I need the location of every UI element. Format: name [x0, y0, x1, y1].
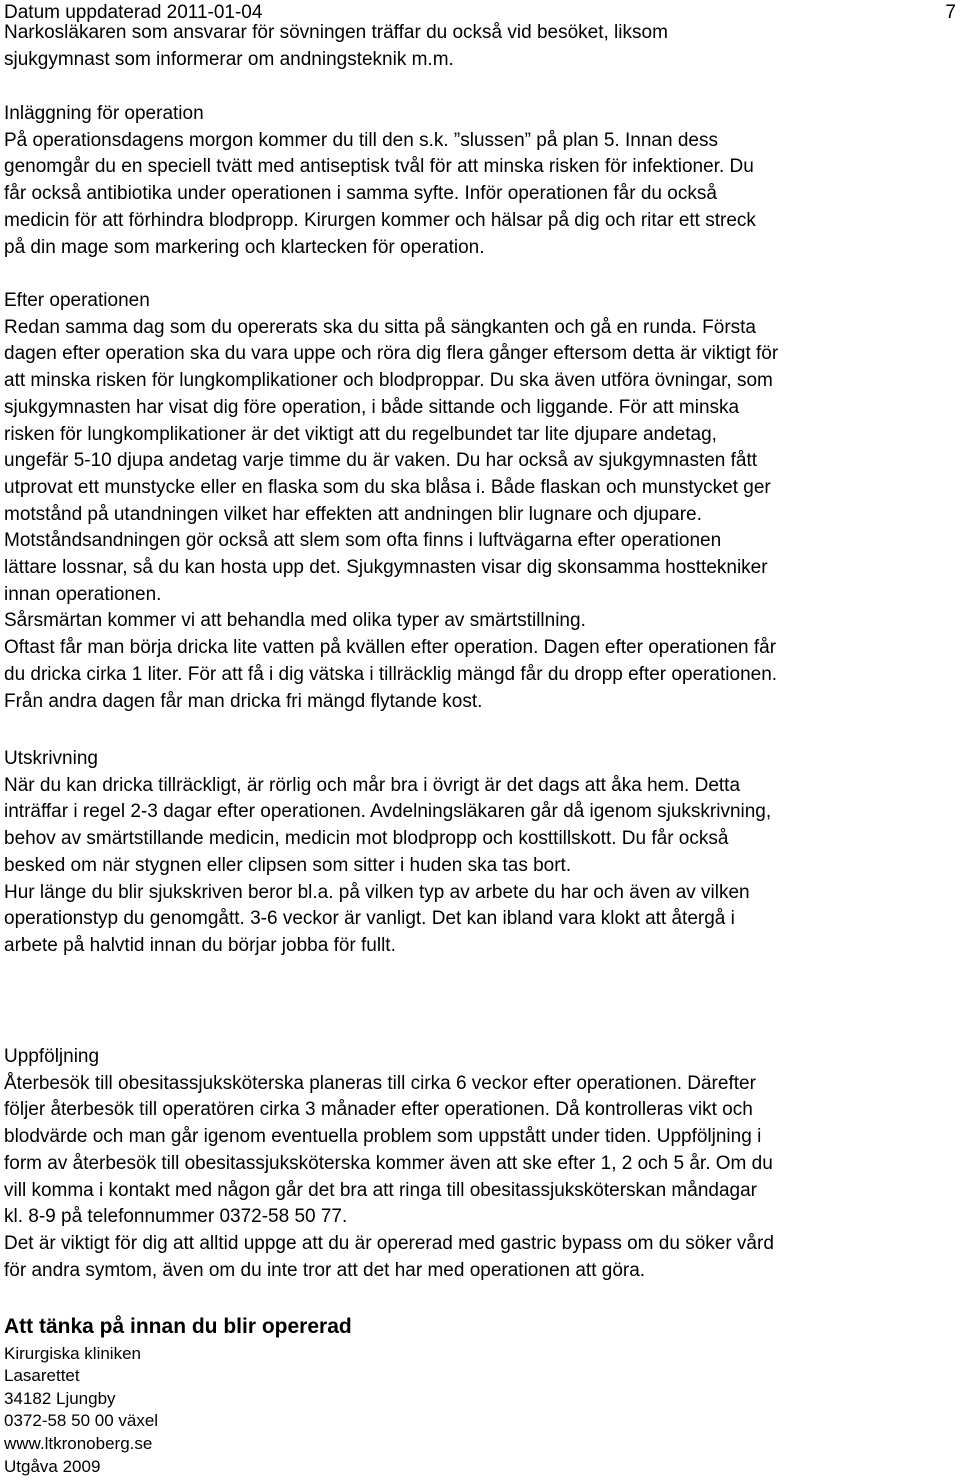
body-line: inträffar i regel 2-3 dagar efter operationen. Avdelningsläkaren går då igenom sjukskrivning,: [4, 801, 772, 823]
body-line: dagen efter operation ska du vara uppe och röra dig flera gånger eftersom detta är viktigt för: [4, 343, 779, 365]
section-heading: Utskrivning: [4, 748, 98, 769]
body-line: Återbesök till obesitassjuksköterska planeras till cirka 6 veckor efter operationen. Därefter: [4, 1072, 756, 1094]
body-line: lättare lossnar, så du kan hosta upp det. Sjukgymnasten visar dig skonsamma hosttekniker: [4, 557, 768, 579]
postal-address: 34182 Ljungby: [4, 1388, 116, 1408]
body-line: medicin för att förhindra blodpropp. Kirurgen kommer och hälsar på dig och ritar ett streck: [4, 209, 756, 231]
body-line: Redan samma dag som du opererats ska du sitta på sängkanten och gå en runda. Första: [4, 316, 757, 338]
section-heading: Inläggning för operation: [4, 103, 204, 124]
body-line: behov av smärtstillande medicin, medicin mot blodpropp och kosttillskott. Du får också: [4, 828, 729, 850]
body-line: Oftast får man börja dricka lite vatten på kvällen efter operation. Dagen efter operationen får: [4, 637, 777, 659]
clinic-name: Kirurgiska kliniken: [4, 1343, 141, 1363]
section-inlaggning: [4, 101, 958, 261]
body-line: operationstyp du genomgått. 3-6 veckor är vanligt. Det kan ibland vara klokt att återgå i: [4, 908, 735, 930]
body-line: sjukgymnasten har visat dig före operation, i både sittande och liggande. För att minska: [4, 396, 740, 418]
body-line: risken för lungkomplikationer är det viktigt att du regelbundet tar lite djupare andetag,: [4, 423, 717, 445]
body-line: Hur länge du blir sjukskriven beror bl.a. på vilken typ av arbete du har och även av vilken: [4, 881, 750, 903]
section-heading: Efter operationen: [4, 290, 150, 311]
body-line: arbete på halvtid innan du börjar jobba för fullt.: [4, 934, 396, 956]
body-line: När du kan dricka tillräckligt, är rörlig och mår bra i övrigt är det dags att åka hem. Detta: [4, 774, 741, 796]
intro-line: Narkosläkaren som ansvarar för sövningen träffar du också vid besöket, liksom: [4, 22, 668, 43]
phone-number: 0372-58 50 00 växel: [4, 1411, 159, 1431]
body-line: besked om när stygnen eller clipsen som sitter i huden ska tas bort.: [4, 854, 572, 876]
body-line: för andra symtom, även om du inte tror att det har med operationen att göra.: [4, 1259, 646, 1281]
body-line: motstånd på utandningen vilket har effekten att andningen blir lugnare och djupare.: [4, 503, 702, 525]
body-line: innan operationen.: [4, 583, 162, 605]
section-utskrivning: [4, 746, 958, 960]
updated-date: Datum uppdaterad 2011-01-04: [4, 2, 263, 23]
body-line: kl. 8-9 på telefonnummer 0372-58 50 77.: [4, 1206, 348, 1228]
body-line: På operationsdagens morgon kommer du till den s.k. ”slussen” på plan 5. Innan dess: [4, 129, 718, 151]
intro-paragraph: [4, 20, 958, 73]
body-line: vill komma i kontakt med någon går det bra att ringa till obesitassjuksköterskan måndagar: [4, 1179, 757, 1201]
body-line: ungefär 5-10 djupa andetag varje timme du är vaken. Du har också av sjukgymnasten fått: [4, 450, 758, 472]
body-line: på din mage som markering och klartecken för operation.: [4, 236, 485, 258]
page-number: 7: [945, 2, 956, 23]
body-line: får också antibiotika under operationen i samma syfte. Inför operationen får du också: [4, 183, 717, 205]
intro-line: sjukgymnast som informerar om andningsteknik m.m.: [4, 48, 454, 70]
body-line: Det är viktigt för dig att alltid uppge att du är opererad med gastric bypass om du söker vård: [4, 1232, 774, 1254]
body-line: Sårsmärtan kommer vi att behandla med olika typer av smärtstillning.: [4, 610, 586, 632]
website-link[interactable]: www.ltkronoberg.se: [4, 1434, 153, 1454]
body-line: du dricka cirka 1 liter. För att få i dig vätska i tillräcklig mängd får du dropp efter operationen.: [4, 663, 778, 685]
section-heading: Uppföljning: [4, 1046, 100, 1067]
body-line: att minska risken för lungkomplikationer och blodproppar. Du ska även utföra övningar, som: [4, 370, 773, 392]
footer-block: [4, 1314, 958, 1478]
footer-title: Att tänka på innan du blir opererad: [4, 1315, 352, 1338]
body-line: form av återbesök till obesitassjuksköterska kommer även att ske efter 1, 2 och 5 år. Om du: [4, 1152, 773, 1174]
section-efter-operationen: [4, 288, 958, 715]
hospital-name: Lasarettet: [4, 1366, 80, 1386]
section-uppfoljning: [4, 1044, 958, 1284]
body-line: Motståndsandningen gör också att slem som ofta finns i luftvägarna efter operationen: [4, 530, 722, 552]
body-line: genomgår du en speciell tvätt med antiseptisk tvål för att minska risken för infektioner. Du: [4, 156, 754, 178]
body-line: utprovat ett munstycke eller en flaska som du ska blåsa i. Både flaskan och munstycket ger: [4, 476, 771, 498]
body-line: blodvärde och man går igenom eventuella problem som uppstått under tiden. Uppföljning i: [4, 1126, 762, 1148]
body-line: Från andra dagen får man dricka fri mängd flytande kost.: [4, 690, 483, 712]
body-line: följer återbesök till operatören cirka 3 månader efter operationen. Då kontrolleras vikt och: [4, 1099, 753, 1121]
edition-label: Utgåva 2009: [4, 1456, 101, 1476]
